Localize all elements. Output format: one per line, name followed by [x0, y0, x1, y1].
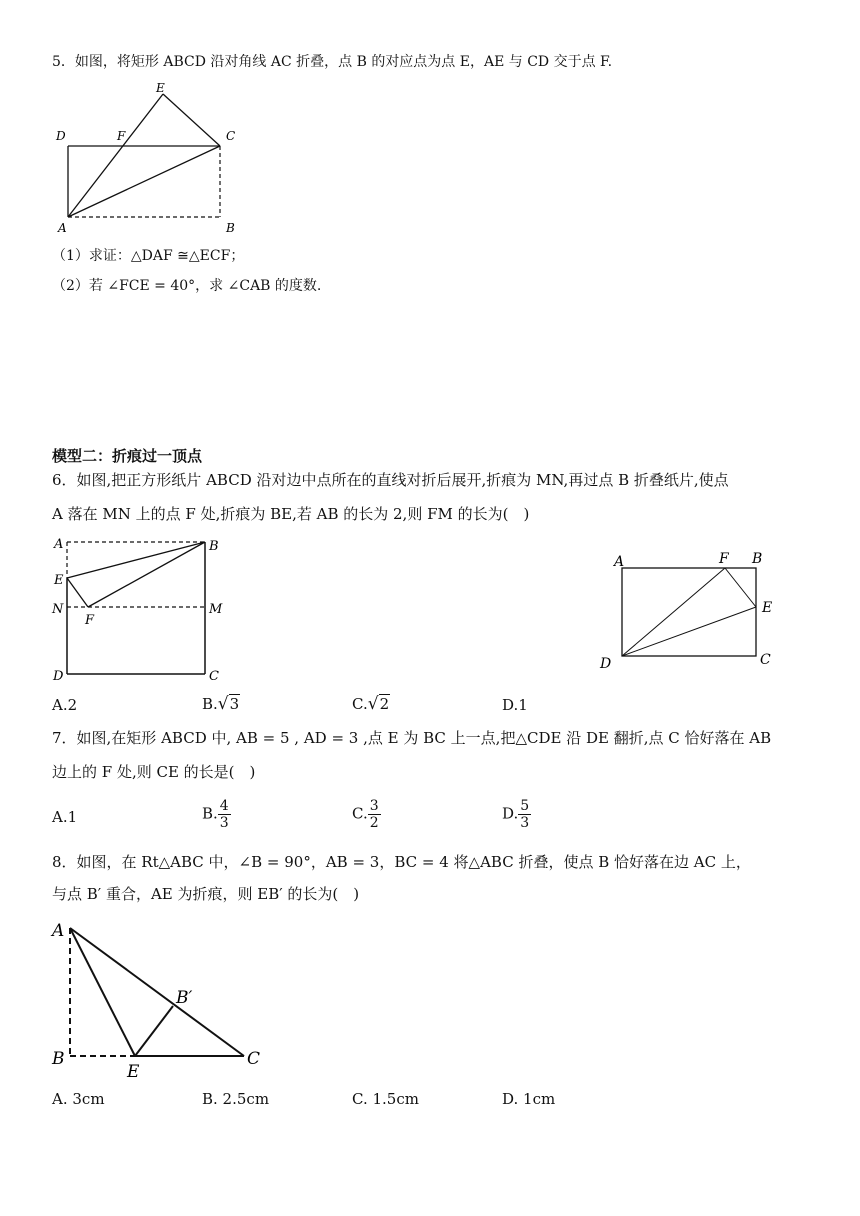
q5-label-b: B: [226, 221, 235, 235]
q6-option-b-radicand: 3: [229, 695, 240, 713]
q6-label-b: B: [209, 539, 219, 554]
q6-option-d[interactable]: D.1: [502, 696, 528, 714]
q7-option-b-label: B.: [202, 804, 218, 823]
q5-label-c: C: [226, 129, 236, 143]
q6-label-n: N: [52, 602, 64, 617]
q6-option-b-label: B.: [202, 695, 218, 713]
q6-label-m: M: [209, 602, 223, 617]
q7-option-b[interactable]: [202, 798, 231, 831]
q6-option-c-label: C.: [352, 695, 368, 713]
q6-option-b[interactable]: [202, 694, 240, 714]
q6-label-c: C: [209, 669, 219, 684]
q6-option-c[interactable]: [352, 694, 390, 714]
q8-label-b: B: [52, 1049, 65, 1069]
q7-label-a: A: [614, 554, 625, 570]
fraction-denominator: 3: [219, 815, 229, 831]
q8-label-e: E: [127, 1062, 140, 1082]
q7-option-c[interactable]: [352, 798, 381, 831]
fraction-numerator: 3: [369, 798, 379, 814]
q7-label-f: F: [719, 551, 729, 567]
q8-option-a[interactable]: A. 3cm: [52, 1090, 105, 1108]
fraction-denominator: 3: [520, 815, 530, 831]
q6-label-d: D: [53, 669, 64, 684]
fraction-numerator: 5: [520, 798, 530, 814]
q5-label-a: A: [58, 221, 67, 235]
fraction-denominator: 2: [369, 815, 379, 831]
q8-stem-line2: 与点 B′ 重合，AE 为折痕，则 EB′ 的长为( ): [52, 885, 360, 903]
q5-label-f: F: [117, 129, 126, 143]
q6-option-a[interactable]: A.2: [52, 696, 78, 714]
q8-label-c: C: [247, 1049, 261, 1069]
q7-option-a[interactable]: A.1: [52, 808, 78, 826]
q8-option-d[interactable]: D. 1cm: [502, 1090, 556, 1108]
q7-option-c-label: C.: [352, 804, 368, 823]
q7-option-c-fraction: [368, 798, 381, 831]
q8-label-b-prime: B′: [176, 988, 193, 1008]
q7-option-d[interactable]: [502, 798, 531, 831]
q7-stem-line2: 边上的 F 处,则 CE 的长是( ): [52, 763, 256, 781]
q7-figure-rectangle: [596, 544, 786, 674]
q6-option-c-radicand: 2: [379, 695, 390, 713]
q6-label-e: E: [54, 573, 64, 588]
q7-label-d: D: [600, 656, 612, 672]
q7-option-d-fraction: [518, 798, 531, 831]
q7-option-b-fraction: [218, 798, 231, 831]
q8-option-b[interactable]: B. 2.5cm: [202, 1090, 270, 1108]
q8-stem-line1: 8．如图，在 Rt△ABC 中，∠B = 90°，AB = 3，BC = 4 将△ABC 折叠，使点 B 恰好落在边 AC 上，: [52, 853, 751, 871]
q6-stem-line1: 6．如图,把正方形纸片 ABCD 沿对边中点所在的直线对折后展开,折痕为 MN,再过点 B 折叠纸片,使点: [52, 471, 729, 489]
q6-figure-square: [50, 534, 240, 684]
q7-stem-line1: 7．如图,在矩形 ABCD 中, AB = 5 , AD = 3 ,点 E 为 BC 上一点,把△CDE 沿 DE 翻折,点 C 恰好落在 AB: [52, 729, 772, 747]
q8-figure-triangle: [48, 916, 278, 1086]
q7-option-d-label: D.: [502, 804, 519, 823]
q5-part2: （2）若 ∠FCE = 40°，求 ∠CAB 的度数.: [52, 278, 322, 294]
q8-label-a: A: [52, 921, 65, 941]
sqrt-icon: √: [217, 694, 229, 714]
q8-option-c[interactable]: C. 1.5cm: [352, 1090, 419, 1108]
q7-label-b: B: [752, 551, 763, 567]
sqrt-icon: √: [367, 694, 379, 714]
fraction-numerator: 4: [219, 798, 229, 814]
q5-figure: [50, 80, 250, 240]
q6-stem-line2: A 落在 MN 上的点 F 处,折痕为 BE,若 AB 的长为 2,则 FM 的长为( ): [52, 505, 530, 523]
section-heading: 模型二：折痕过一顶点: [52, 447, 203, 465]
q7-label-c: C: [760, 652, 771, 668]
q5-stem: 5．如图，将矩形 ABCD 沿对角线 AC 折叠，点 B 的对应点为点 E，AE 与 CD 交于点 F.: [52, 54, 613, 70]
q6-label-f: F: [85, 613, 95, 628]
q7-label-e: E: [762, 600, 773, 616]
q5-part1: （1）求证：△DAF ≅△ECF；: [52, 248, 245, 264]
q5-label-e: E: [156, 81, 165, 95]
q6-label-a: A: [54, 537, 64, 552]
q5-label-d: D: [56, 129, 66, 143]
